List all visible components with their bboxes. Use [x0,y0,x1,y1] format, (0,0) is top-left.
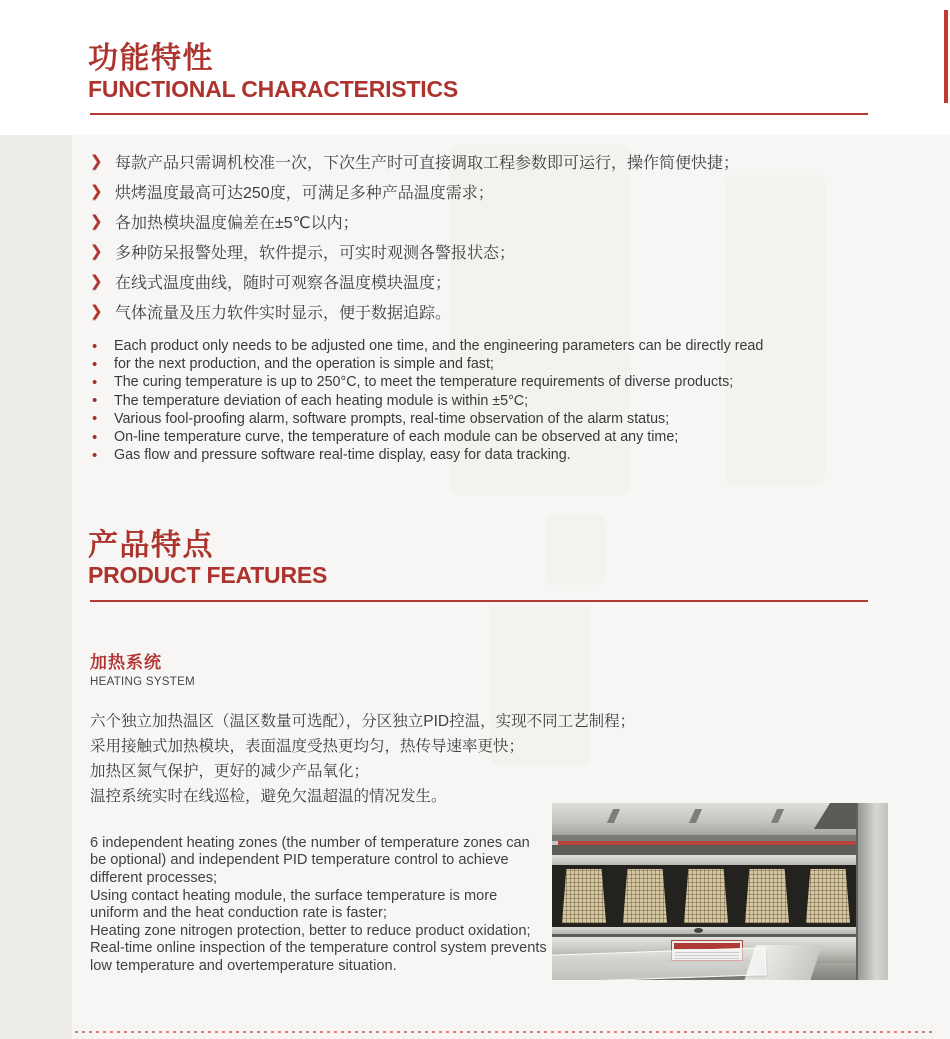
chevron-right-icon: ❯ [90,243,103,260]
en-paragraph-line: different processes; [90,869,218,886]
cn-paragraph-line: 温控系统实时在线巡检，避免欠温超温的情况发生。 [90,787,447,805]
chevron-right-icon: ❯ [90,303,103,320]
chevron-right-icon: ❯ [90,153,103,170]
bullet-dot-icon: • [92,446,98,464]
en-feature-item [90,428,763,446]
frame-strip [552,855,888,865]
en-feature-item [90,410,763,428]
en-paragraph-line: be optional) and independent PID temperature control to achieve [90,852,509,869]
bolt [694,928,703,933]
heating-system-paragraph-cn [90,707,635,807]
bullet-dot-icon: • [92,337,98,355]
section1-title-en: FUNCTIONAL CHARACTERISTICS [88,76,459,102]
bullet-dot-icon: • [92,355,98,373]
page-edge-red-bar [944,10,948,103]
section1-title-cn: 功能特性 [88,42,214,75]
chevron-right-icon: ❯ [90,273,103,290]
cn-feature-item [90,206,739,236]
bullet-dot-icon: • [92,392,98,410]
en-paragraph-line: uniform and the heat conduction rate is faster; [90,905,387,922]
cn-feature-item-text: 各加热模块温度偏差在±5℃以内； [115,214,359,232]
cn-feature-item [90,266,739,296]
section2-underline [90,600,868,602]
section2-title-en: PRODUCT FEATURES [88,562,328,588]
heating-system-title-en: HEATING SYSTEM [90,676,195,688]
cn-feature-item-text: 在线式温度曲线，随时可观察各温度模块温度； [115,274,452,292]
bullet-dot-icon: • [92,428,98,446]
section1-underline [90,113,868,115]
en-feature-item [90,337,763,355]
right-steel-column [856,803,888,980]
en-paragraph-line: low temperature and overtemperature situation. [90,957,397,974]
cn-paragraph-line: 采用接触式加热模块，表面温度受热更均匀，热传导速率更快； [90,737,525,755]
chevron-right-icon: ❯ [90,183,103,200]
en-feature-item-text: Each product only needs to be adjusted one time, and the engineering parameters can be directly read [114,338,764,355]
heating-zone-panel [623,869,667,923]
bullet-dot-icon: • [92,373,98,391]
heating-system-paragraph-en [90,834,547,975]
en-feature-item [90,355,763,373]
en-paragraph-line: Real-time online inspection of the temperature control system prevents [90,940,547,957]
en-feature-item-text: The temperature deviation of each heating module is within ±5°C; [114,392,529,409]
en-feature-item [90,446,763,464]
chevron-right-icon: ❯ [90,213,103,230]
heating-zone-panel [562,869,606,923]
en-feature-list [90,337,763,464]
en-feature-item-text: Gas flow and pressure software real-time display, easy for data tracking. [114,447,571,464]
en-feature-item-text: for the next production, and the operation is simple and fast; [114,356,494,373]
cn-feature-item [90,176,739,206]
cn-paragraph-line: 加热区氮气保护，更好的减少产品氧化； [90,762,370,780]
en-paragraph-line: 6 independent heating zones (the number of temperature zones can [90,834,530,851]
heating-zone-panel [745,869,789,923]
heating-zone-panel [806,869,850,923]
en-feature-item-text: The curing temperature is up to 250°C, to meet the temperature requirements of diverse products; [114,374,734,391]
en-feature-item-text: On-line temperature curve, the temperature of each module can be observed at any time; [114,429,679,446]
cn-feature-list [90,146,739,326]
bullet-dot-icon: • [92,410,98,428]
cn-feature-item [90,146,739,176]
cn-feature-item-text: 气体流量及压力软件实时显示，便于数据追踪。 [115,304,452,322]
cn-paragraph-line: 六个独立加热温区（温区数量可选配），分区独立PID控温，实现不同工艺制程； [90,712,636,730]
section2-title-cn: 产品特点 [88,529,214,562]
en-paragraph-line: Using contact heating module, the surface temperature is more [90,887,498,904]
heating-system-title-cn: 加热系统 [90,653,162,672]
cn-feature-item-text: 烘烤温度最高可达250度，可满足多种产品温度需求； [115,184,494,202]
heating-machine-photo [552,803,888,980]
cn-feature-item-text: 多种防呆报警处理，软件提示，可实时观测各警报状态； [115,244,516,262]
bottom-dashed-divider [75,1031,935,1033]
heating-zone-panel [684,869,728,923]
en-feature-item [90,392,763,410]
cn-feature-item [90,236,739,266]
en-feature-item-text: Various fool-proofing alarm, software prompts, real-time observation of the alarm status; [114,410,670,427]
cn-feature-item-text: 每款产品只需调机校准一次，下次生产时可直接调取工程参数即可运行，操作简便快捷； [115,154,740,172]
cn-feature-item [90,296,739,326]
en-paragraph-line: Heating zone nitrogen protection, better to reduce product oxidation; [90,922,531,939]
left-margin-strip [0,135,72,1039]
chamber-slot [552,845,888,855]
watermark-ghost [545,515,605,585]
en-feature-item [90,373,763,391]
heating-bed [552,865,888,927]
